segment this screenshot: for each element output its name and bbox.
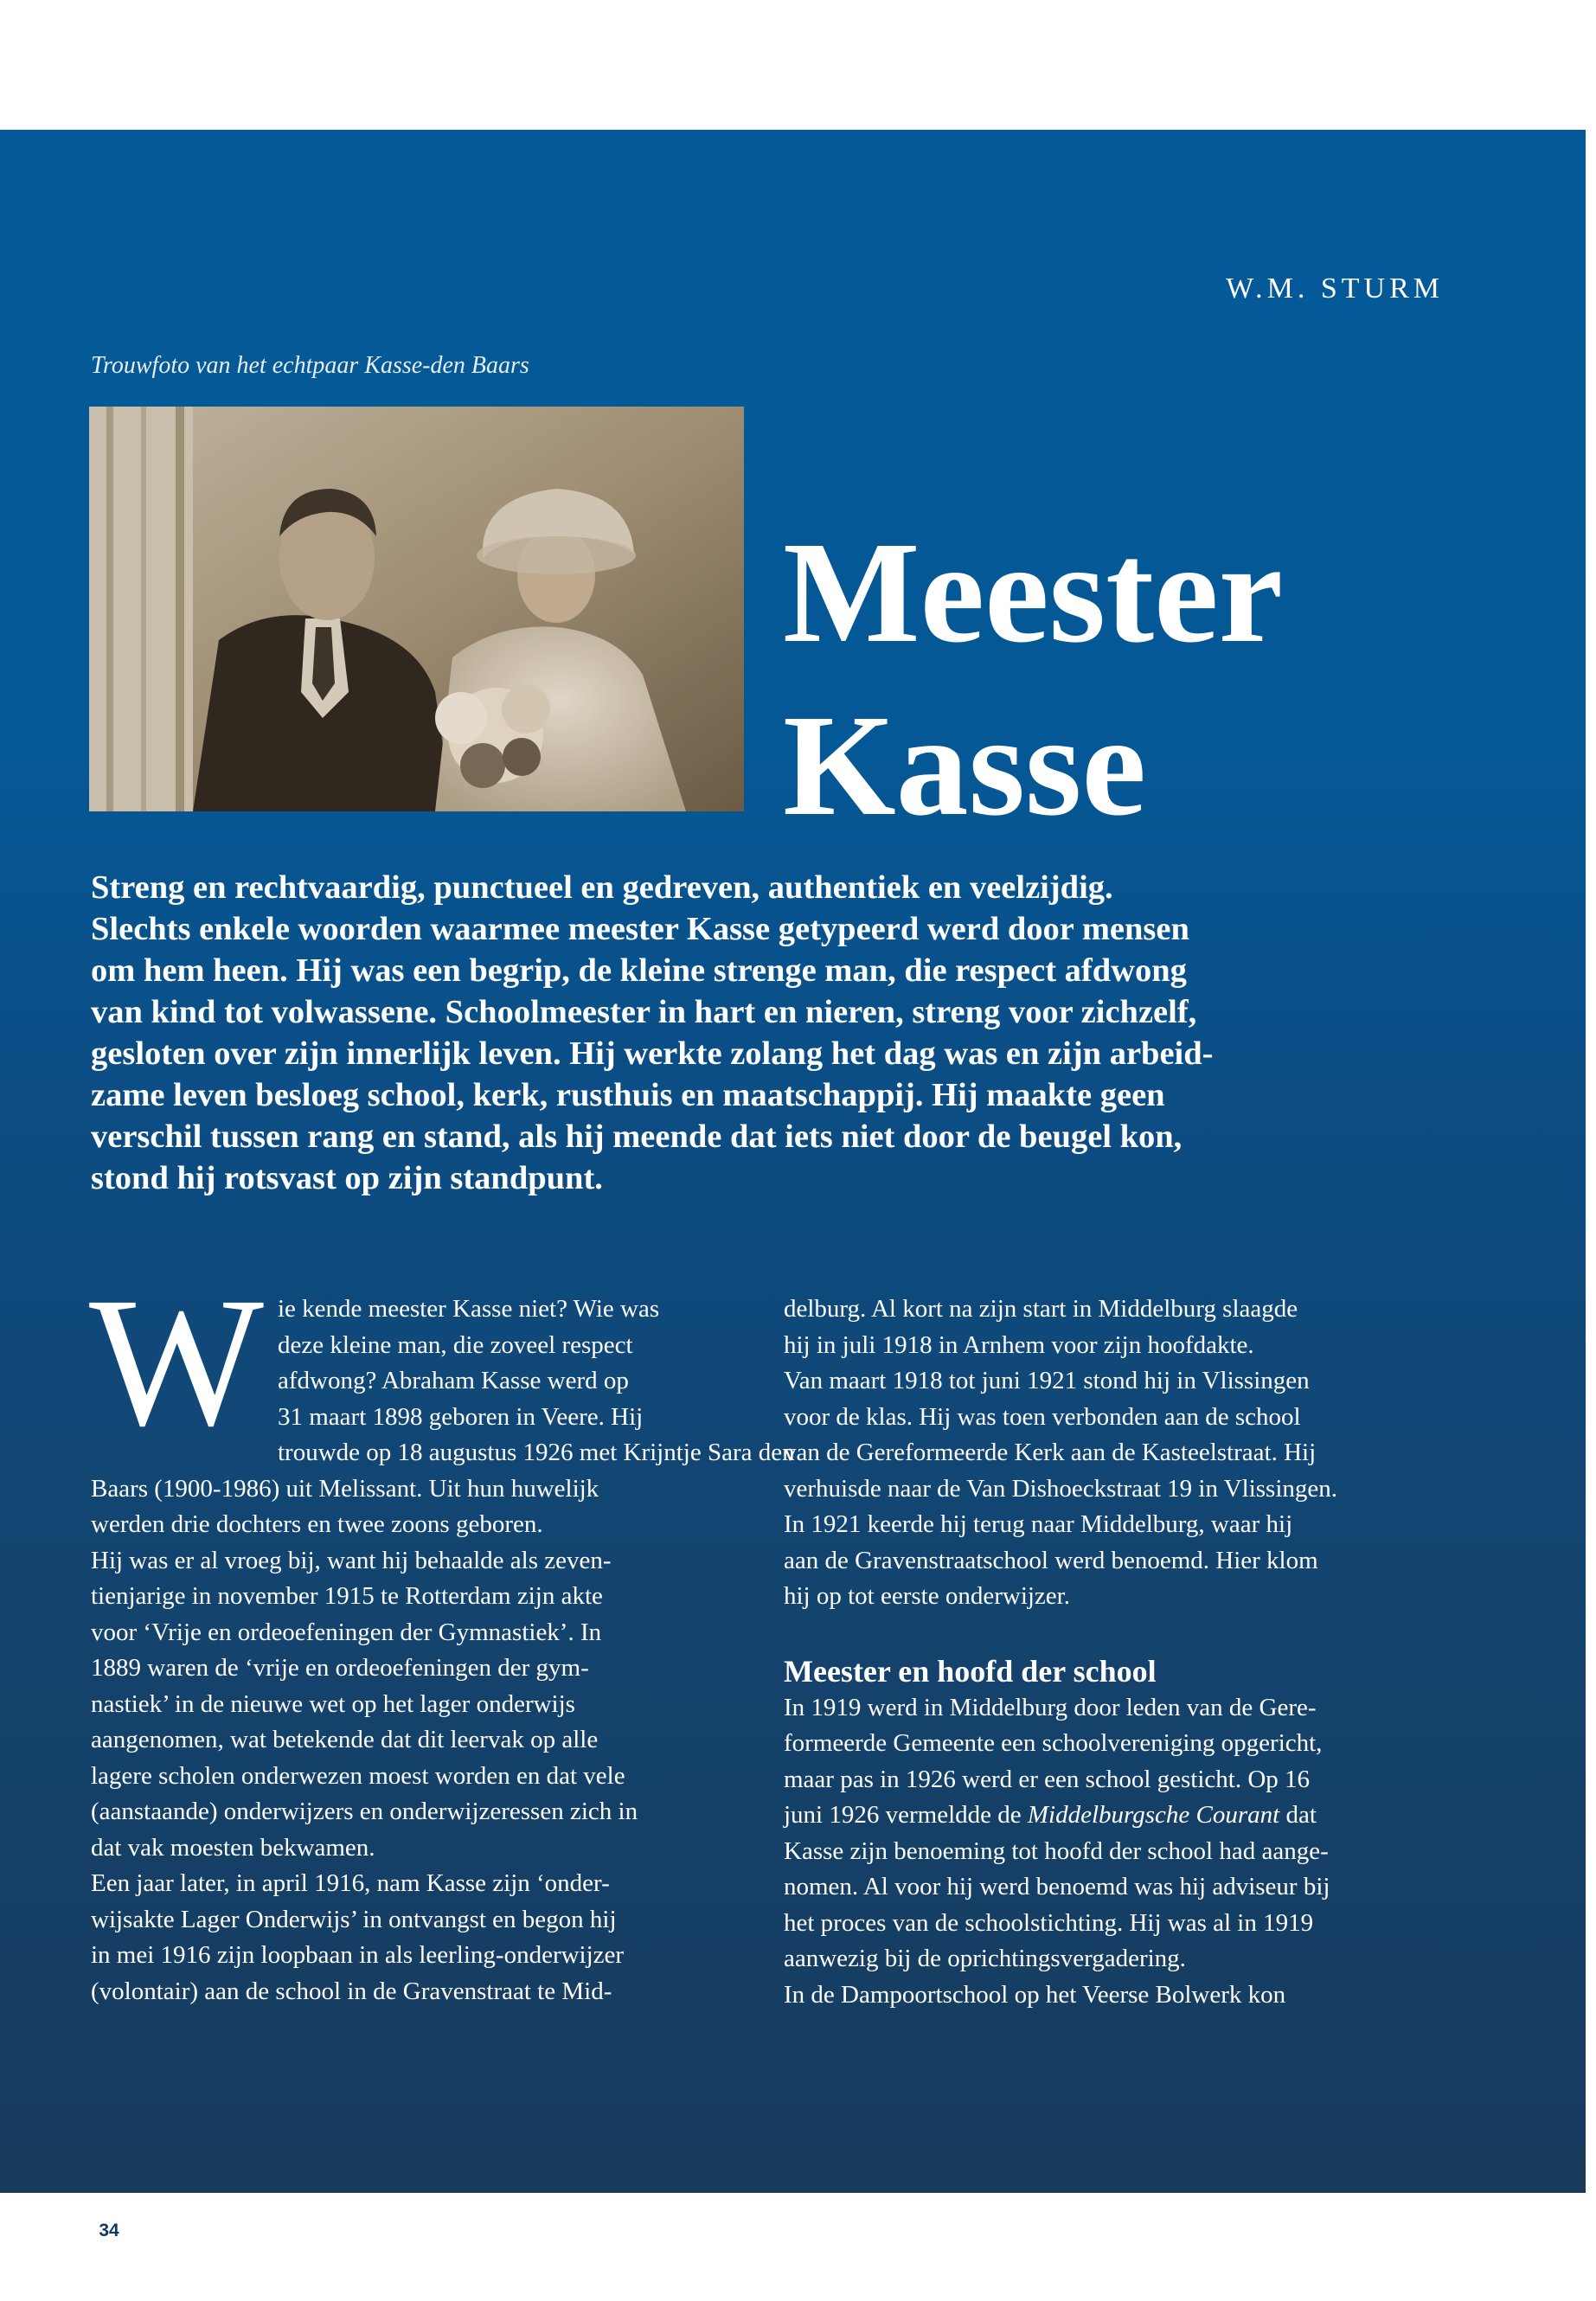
body-line: aangenomen, wat betekende dat dit leervak op alle <box>91 1726 599 1753</box>
title-line-1: Meester <box>783 512 1284 673</box>
body-line: (aanstaande) onderwijzers en onderwijzeressen zich in <box>91 1798 638 1825</box>
body-line: trouwde op 18 augustus 1926 met Krijntje Sara den <box>277 1439 795 1466</box>
issue-label: JUNI 2022 / 2 <box>437 2214 594 2238</box>
body-line: (volontair) aan de school in de Gravenstraat te Mid- <box>91 1977 612 2005</box>
wedding-photo <box>89 407 744 811</box>
title-line-2: Kasse <box>783 685 1146 846</box>
lead-line: gesloten over zijn innerlijk leven. Hij werkte zolang het dag was en zijn arbeid- <box>91 1035 1214 1072</box>
lead-line: stond hij rotsvast op zijn standpunt. <box>91 1160 603 1196</box>
body-line: hij op tot eerste onderwijzer. <box>784 1582 1070 1610</box>
body-line: het proces van de schoolstichting. Hij was al in 1919 <box>784 1908 1314 1937</box>
body-line: afdwong? Abraham Kasse werd op <box>277 1367 629 1394</box>
body-line: nastiek’ in de nieuwe wet op het lager onderwijs <box>91 1689 575 1718</box>
body-line: van de Gereformeerde Kerk aan de Kasteelstraat. Hij <box>784 1439 1317 1466</box>
lead-line: Slechts enkele woorden waarmee meester Kasse getypeerd werd door mensen <box>91 911 1189 947</box>
body-line: aanwezig bij de oprichtingsvergadering. <box>784 1945 1186 1972</box>
body-paragraph <box>784 1690 1450 2014</box>
body-line: 1889 waren de ‘vrije en ordeoefeningen der gym- <box>91 1654 589 1682</box>
body-line: In 1921 keerde hij terug naar Middelburg, waar hij <box>784 1510 1293 1538</box>
body-line: 31 maart 1898 geboren in Veere. Hij <box>277 1402 644 1431</box>
lead-paragraph <box>91 867 1458 1199</box>
body-line-newspaper <box>784 1798 1450 1834</box>
body-line: dat vak moesten bekwamen. <box>91 1833 375 1862</box>
body-line: In de Dampoortschool op het Veerse Bolwerk kon <box>784 1980 1286 2009</box>
body-line: Baars (1900-1986) uit Melissant. Uit hun huwelijk <box>91 1474 599 1503</box>
lead-line: verschil tussen rang en stand, als hij meende dat iets niet door de beugel kon, <box>91 1118 1183 1155</box>
body-line: delburg. Al kort na zijn start in Middelburg slaagde <box>784 1295 1298 1323</box>
body-line: lagere scholen onderwezen moest worden en dat vele <box>91 1761 625 1790</box>
body-line: maar pas in 1926 werd er een school gesticht. Op 16 <box>784 1765 1311 1793</box>
body-text: dat <box>1279 1801 1317 1829</box>
body-line: ie kende meester Kasse niet? Wie was <box>277 1295 660 1323</box>
body-line: deze kleine man, die zoveel respect <box>277 1330 633 1359</box>
photo-caption: Trouwfoto van het echtpaar Kasse-den Baars <box>91 352 529 379</box>
body-line: hij in juli 1918 in Arnhem voor zijn hoofdakte. <box>784 1330 1254 1359</box>
body-line: Van maart 1918 tot juni 1921 stond hij in Vlissingen <box>784 1367 1310 1394</box>
section-heading: Meester en hoofd der school <box>784 1653 1157 1689</box>
article-panel <box>0 130 1586 2240</box>
lead-line: om hem heen. Hij was een begrip, de kleine strenge man, die respect afdwong <box>91 952 1187 989</box>
body-line: aan de Gravenstraatschool werd benoemd. Hier klom <box>784 1546 1318 1574</box>
body-line: nomen. Al voor hij werd benoemd was hij adviseur bij <box>784 1873 1330 1900</box>
body-line: in mei 1916 zijn loopbaan in als leerling-onderwijzer <box>91 1941 625 1969</box>
body-line: wijsakte Lager Onderwijs’ in ontvangst en begon hij <box>91 1905 617 1933</box>
author-name: W.M. STURM <box>1226 272 1444 304</box>
drop-cap: W <box>89 1259 264 1465</box>
body-line: Hij was er al vroeg bij, want hij behaalde als zeven- <box>91 1546 612 1574</box>
body-text: juni 1926 vermeldde de <box>784 1801 1028 1829</box>
lead-line: zame leven besloeg school, kerk, rusthuis en maatschappij. Hij maakte geen <box>91 1077 1165 1113</box>
body-line: verhuisde naar de Van Dishoeckstraat 19 in Vlissingen. <box>784 1474 1338 1503</box>
body-line: werden drie dochters en twee zoons geboren. <box>91 1510 543 1538</box>
article-title <box>783 506 1283 852</box>
body-line: Een jaar later, in april 1916, nam Kasse zijn ‘onder- <box>91 1869 610 1897</box>
body-line: voor ‘Vrije en ordeoefeningen der Gymnastiek’. In <box>91 1618 602 1646</box>
body-line: In 1919 werd in Middelburg door leden van de Gere- <box>784 1693 1317 1721</box>
lead-line: Streng en rechtvaardig, punctueel en gedreven, authentiek en veelzijdig. <box>91 869 1113 906</box>
lead-line: van kind tot volwassene. Schoolmeester in hart en nieren, streng voor zichzelf, <box>91 994 1197 1030</box>
page-number: 34 <box>89 2211 129 2251</box>
body-line: voor de klas. Hij was toen verbonden aan de school <box>784 1402 1301 1431</box>
body-line: formeerde Gemeente een schoolvereniging opgericht, <box>784 1729 1323 1757</box>
newspaper-name: Middelburgsche Courant <box>1027 1801 1280 1829</box>
body-column-2 <box>784 1292 1450 2013</box>
body-line: Kasse zijn benoeming tot hoofd der school had aange- <box>784 1836 1329 1865</box>
body-column-1 <box>89 1259 795 2009</box>
body-paragraph <box>784 1292 1450 1615</box>
body-paragraph <box>89 1259 795 2009</box>
body-line: tienjarige in november 1915 te Rotterdam zijn akte <box>91 1582 603 1610</box>
